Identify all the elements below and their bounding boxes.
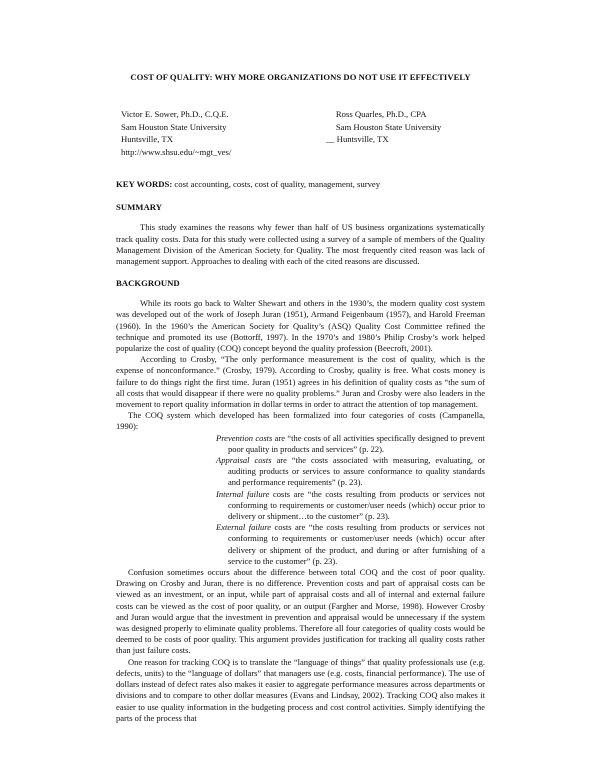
- background-paragraph-5: One reason for tracking COQ is to translate the “language of things” that quality professionals use (e.g. defects, units) to the “language of dollars” that managers use (e.g. costs, financial performance). The use of dollars instead of defect rates also makes it easier to aggregate performance measures across departments or divisions and to compare to other dollar measures (Evans and Lindsay, 2002). Tracking COQ also makes it easier to use quality information in the budgeting process and cost control activities. Simply identifying the parts of the process that: [116, 656, 485, 723]
- cost-category-external-failure: [216, 522, 485, 567]
- term-prevention: Prevention costs: [216, 432, 273, 443]
- def-appraisal: are “the costs associated with measuring, evaluating, or auditing products or services to assure conformance to quality standards and performance requirements” (p. 23).: [228, 455, 486, 488]
- paper-title: COST OF QUALITY: WHY MORE ORGANIZATIONS DO NOT USE IT EFFECTIVELY: [130, 72, 471, 82]
- author-2-affiliation: Sam Houston State University: [335, 121, 442, 132]
- author-1-name: Victor E. Sower, Ph.D., C.Q.E.: [121, 109, 229, 119]
- term-external-failure: External failure: [216, 522, 272, 533]
- cost-category-appraisal: [216, 455, 485, 489]
- summary-paragraph: This study examines the reasons why fewer than half of US business organizations systematically track quality costs. Data for this study were collected using a survey of a sample of members of the Quality Management Division of the American Society for Quality. The most frequently cited reason was lack of management support. Approaches to dealing with each of the cited reasons are discussed.: [116, 222, 485, 266]
- author-2-location: __ Huntsville, TX: [325, 134, 389, 145]
- author-2: [325, 108, 485, 158]
- term-internal-failure: Internal failure: [216, 488, 270, 499]
- term-appraisal: Appraisal costs: [216, 455, 272, 466]
- cost-category-list: [208, 433, 485, 567]
- keywords-label: KEY WORDS:: [116, 179, 173, 190]
- keywords-text: cost accounting, costs, cost of quality, management, survey: [172, 179, 381, 190]
- def-prevention: are “the costs of all activities specifically designed to prevent poor quality in products and services” (p. 22).: [228, 432, 485, 454]
- cost-category-prevention: [216, 433, 485, 455]
- author-1-location: Huntsville, TX: [121, 134, 173, 145]
- author-2-name: Ross Quarles, Ph.D., CPA: [335, 109, 427, 119]
- author-1: [116, 108, 336, 158]
- def-external-failure: costs are “the costs resulting from products or services not conforming to requirements or customer/user needs (which) occur after delivery or shipment of the product, and during or after furnishing of a service to the customer” (p. 23).: [228, 522, 485, 566]
- summary-heading: SUMMARY: [116, 202, 163, 213]
- background-heading: BACKGROUND: [116, 278, 180, 289]
- background-paragraph-4: Confusion sometimes occurs about the difference between total COQ and the cost of poor quality. Drawing on Crosby and Juran, there is no difference. Prevention costs and part of appraisal costs can be viewed as an investment, or an input, while part of appraisal costs and all of internal and external failure costs can be viewed as the cost of poor quality, or an output (Fargher and Morse, 1998). However Crosby and Juran would argue that the investment in prevention and appraisal would be unnecessary if the system was designed properly to eliminate quality problems. Therefore all four categories of quality costs would be deemed to be costs of poor quality. This argument provides justification for tracking all quality costs rather than just failure costs.: [116, 567, 485, 656]
- author-1-affiliation: Sam Houston State University: [121, 121, 227, 132]
- background-paragraph-2: According to Crosby, “The only performance measurement is the cost of quality, which is the expense of nonconformance.” (Crosby, 1979). According to Crosby, quality is free. What costs money is failure to do things right the first time. Juran (1951) agrees in his definition of quality costs as “the sum of all costs that would disappear if there were no quality problems.” Juran and Crosby were also leaders in the movement to report quality information in dollar terms in order to attract the attention of top management.: [116, 354, 485, 410]
- cost-category-internal-failure: [216, 489, 485, 523]
- def-internal-failure: costs are “the costs resulting from products or services not conforming to requirements or customer/user needs (which) occur prior to delivery or shipment…to the customer” (p. 23).: [228, 488, 485, 522]
- author-block: [116, 108, 485, 158]
- background-paragraph-3: The COQ system which developed has been formalized into four categories of costs (Campanella, 1990):: [116, 410, 485, 432]
- background-paragraph-1: While its roots go back to Walter Shewart and others in the 1930’s, the modern quality cost system was developed out of the work of Joseph Juran (1951), Armand Feigenbaum (1957), and Harold Freeman (1960). In the 1960’s the American Society for Quality’s (ASQ) Quality Cost Committee refined the technique and promoted its use (Bottorff, 1997). In the 1970’s and 1980’s Philip Crosby’s work helped popularize the cost of quality (COQ) concept beyond the quality profession (Beecroft, 2001).: [116, 298, 485, 353]
- author-1-url[interactable]: http://www.shsu.edu/~mgt_ves/: [121, 146, 232, 157]
- keywords-line: [116, 178, 485, 190]
